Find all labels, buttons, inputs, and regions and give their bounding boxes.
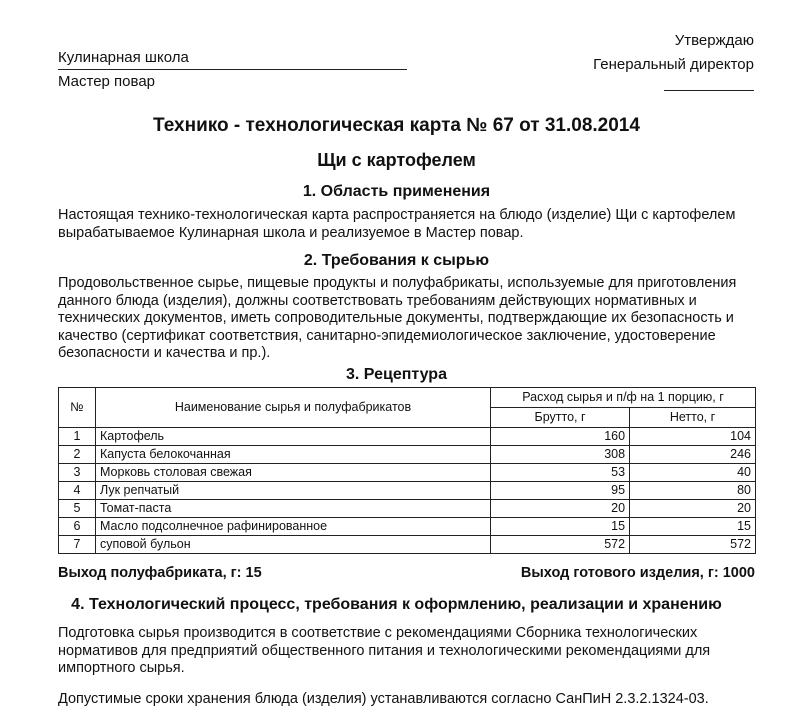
col-header-number: № xyxy=(59,388,96,428)
section-text-requirements: Продовольственное сырье, пищевые продукты и полуфабрикаты, используемые для приготовления данного блюда (изделия), должны соответствовать требованиям действующих нормативных и технических документов, иметь сопроводительные документы, подтверждающие их безопасность и качество (сертификат соответствия, санитарно-эпидемиологическое заключение, удостоверение безопасности и качества и пр.). xyxy=(58,275,737,361)
row-number: 5 xyxy=(59,500,96,518)
gross-value: 308 xyxy=(491,446,630,464)
row-number: 2 xyxy=(59,446,96,464)
net-value: 20 xyxy=(630,500,756,518)
signature-line xyxy=(664,90,754,91)
row-number: 3 xyxy=(59,464,96,482)
gross-value: 20 xyxy=(491,500,630,518)
organization-block xyxy=(58,48,407,92)
ingredient-name: Лук репчатый xyxy=(96,482,491,500)
approver-title: Генеральный директор xyxy=(593,56,754,73)
ingredient-name: Морковь столовая свежая xyxy=(96,464,491,482)
gross-value: 572 xyxy=(491,536,630,554)
approval-block xyxy=(560,30,754,91)
table-row xyxy=(59,464,756,482)
row-number: 1 xyxy=(59,428,96,446)
net-value: 104 xyxy=(630,428,756,446)
section-heading-scope: 1. Область применения xyxy=(302,183,491,200)
table-row xyxy=(59,446,756,464)
establishment-name: Мастер повар xyxy=(58,73,156,90)
dish-name: Щи с картофелем xyxy=(317,150,476,170)
table-row xyxy=(59,428,756,446)
ingredient-name: суповой бульон xyxy=(96,536,491,554)
col-header-name: Наименование сырья и полуфабрикатов xyxy=(96,388,491,428)
organization-name: Кулинарная школа xyxy=(58,48,407,70)
col-header-net: Нетто, г xyxy=(630,408,756,428)
net-value: 15 xyxy=(630,518,756,536)
ingredient-name: Картофель xyxy=(96,428,491,446)
recipe-table xyxy=(58,387,756,554)
table-row xyxy=(59,536,756,554)
row-number: 6 xyxy=(59,518,96,536)
section-text-scope: Настоящая технико-технологическая карта распространяется на блюдо (изделие) Щи с картофелем вырабатываемое Кулинарная школа и реализуемое в Мастер повар. xyxy=(58,207,736,241)
row-number: 4 xyxy=(59,482,96,500)
net-value: 80 xyxy=(630,482,756,500)
document-title: Технико - технологическая карта № 67 от 31.08.2014 xyxy=(153,115,640,136)
col-header-gross: Брутто, г xyxy=(491,408,630,428)
gross-value: 160 xyxy=(491,428,630,446)
table-row xyxy=(59,482,756,500)
row-number: 7 xyxy=(59,536,96,554)
section-heading-recipe: 3. Рецептура xyxy=(346,366,447,383)
ingredient-name: Томат-паста xyxy=(96,500,491,518)
net-value: 572 xyxy=(630,536,756,554)
yield-finished-product: Выход готового изделия, г: 1000 xyxy=(520,565,755,581)
section-text-storage: Допустимые сроки хранения блюда (изделия) устанавливаются согласно СанПиН 2.3.2.1324-03. xyxy=(58,691,709,707)
approval-label: Утверждаю xyxy=(674,32,754,49)
col-header-consumption: Расход сырья и п/ф на 1 порцию, г xyxy=(491,388,756,408)
section-heading-requirements: 2. Требования к сырью xyxy=(303,252,490,269)
table-row xyxy=(59,518,756,536)
ingredient-name: Масло подсолнечное рафинированное xyxy=(96,518,491,536)
gross-value: 15 xyxy=(491,518,630,536)
section-heading-process: 4. Технологический процесс, требования к оформлению, реализации и хранению xyxy=(71,596,722,613)
net-value: 246 xyxy=(630,446,756,464)
net-value: 40 xyxy=(630,464,756,482)
section-text-process: Подготовка сырья производится в соответствие с рекомендациями Сборника технологических нормативов для предприятий общественного питания и технологическими рекомендациями для импортного сырья. xyxy=(58,625,711,676)
ingredient-name: Капуста белокочанная xyxy=(96,446,491,464)
yield-semi-finished: Выход полуфабриката, г: 15 xyxy=(58,565,262,581)
gross-value: 95 xyxy=(491,482,630,500)
gross-value: 53 xyxy=(491,464,630,482)
table-row xyxy=(59,500,756,518)
